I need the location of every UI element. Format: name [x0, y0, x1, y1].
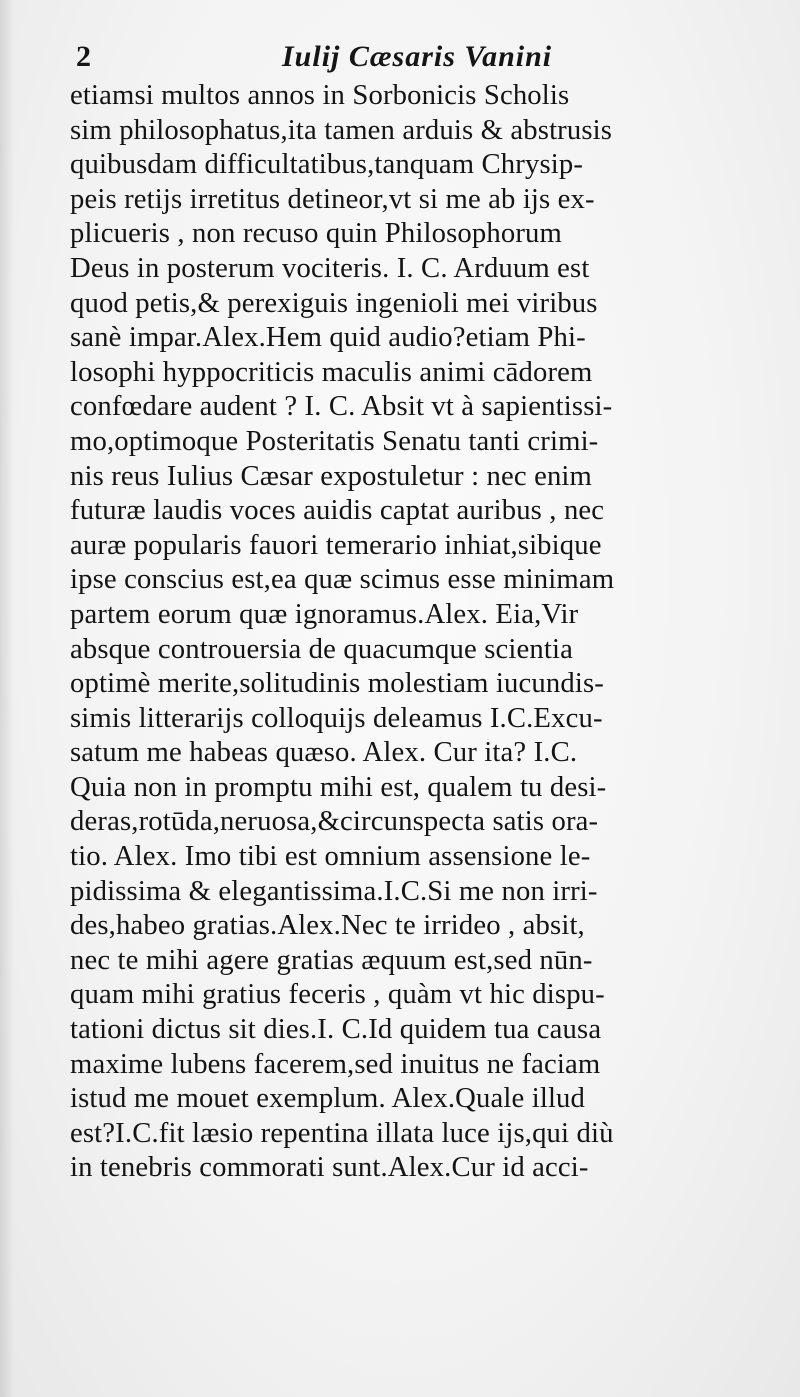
page-header	[72, 40, 732, 80]
text-line: in tenebris commorati sunt.Alex.Cur id acci-	[70, 1151, 589, 1184]
text-line: quibusdam difficultatibus,tanquam Chrysip-	[70, 148, 584, 181]
text-line: tio. Alex. Imo tibi est omnium assensione le-	[70, 840, 591, 873]
text-line: maxime lubens facerem,sed inuitus ne faciam	[70, 1047, 601, 1080]
text-line: pidissima & elegantissima.I.C.Si me non irri-	[70, 874, 598, 907]
text-line: nis reus Iulius Cæsar expostuletur : nec enim	[70, 459, 593, 492]
text-line: est?I.C.fit læsio repentina illata luce ijs,qui diù	[70, 1116, 614, 1149]
text-line: peis retijs irretitus detineor,vt si me ab ijs ex-	[70, 182, 595, 215]
text-line: quam mihi gratius feceris , quàm vt hic dispu-	[70, 978, 605, 1011]
text-line: tationi dictus sit dies.I. C.Id quidem tua causa	[70, 1013, 602, 1046]
text-line: futuræ laudis voces auidis captat auribus , nec	[70, 494, 605, 527]
text-line: partem eorum quæ ignoramus.Alex. Eia,Vir	[70, 597, 579, 630]
text-line: etiamsi multos annos in Sorbonicis Scholis	[70, 79, 570, 111]
page-gutter-shadow	[0, 0, 14, 1397]
text-line: ipse conscius est,ea quæ scimus esse minimam	[70, 563, 615, 596]
text-line: deras,rotūda,neruosa,&circunspecta satis ora-	[70, 805, 599, 838]
text-line: confœdare audent ? I. C. Absit vt à sapientissi-	[70, 390, 613, 423]
text-line: satum me habeas quæso. Alex. Cur ita? I.C.	[70, 736, 578, 769]
text-line: absque controuersia de quacumque scientia	[70, 632, 573, 665]
text-line: sim philosophatus,ita tamen arduis & abstrusis	[70, 113, 613, 146]
text-line: Quia non in promptu mihi est, qualem tu desi-	[70, 770, 607, 803]
text-line: nec te mihi agere gratias æquum est,sed nūn-	[70, 943, 593, 976]
body-text	[70, 78, 790, 1185]
text-line: istud me mouet exemplum. Alex.Quale illud	[70, 1082, 586, 1115]
text-line: simis litterarijs colloquijs deleamus I.C.Excu-	[70, 701, 603, 734]
running-head: Iulij Cæsaris Vanini	[282, 40, 553, 73]
text-line: Deus in posterum vociteris. I. C. Arduum est	[70, 251, 590, 284]
text-line: quod petis,& perexiguis ingenioli mei viribus	[70, 286, 598, 319]
text-line: optimè merite,solitudinis molestiam iucundis-	[70, 667, 604, 700]
text-line: losophi hyppocriticis maculis animi cādorem	[70, 355, 593, 388]
text-line: des,habeo gratias.Alex.Nec te irrideo , absit,	[70, 909, 585, 942]
text-line: auræ popularis fauori temerario inhiat,sibique	[70, 528, 602, 561]
text-line: sanè impar.Alex.Hem quid audio?etiam Phi-	[70, 321, 586, 354]
page-number: 2	[76, 40, 91, 73]
text-line: plicueris , non recuso quin Philosophorum	[70, 217, 562, 250]
text-line: mo,optimoque Posteritatis Senatu tanti crimi-	[70, 424, 599, 457]
